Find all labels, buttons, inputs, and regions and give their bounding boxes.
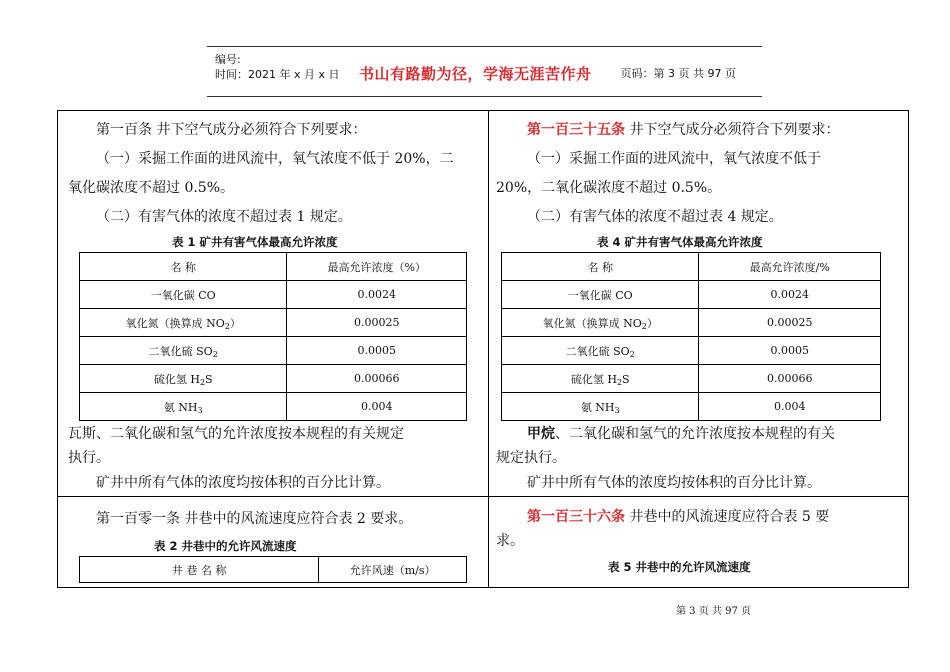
header-page-number: 页码：第 3 页 共 97 页 <box>620 67 736 80</box>
gas-value-cell: 0.0024 <box>287 281 467 309</box>
table-row <box>502 309 881 337</box>
table1-header-name: 名 称 <box>80 253 287 281</box>
gas-subscript: 2 <box>641 321 647 331</box>
right-note2: 矿井中所有气体的浓度均按体积的百分比计算。 <box>527 475 821 491</box>
gas-name: 氧化氮（换算成 NO <box>542 316 642 330</box>
gas-name: 硫化氢 H <box>153 372 200 386</box>
article-135-text: 井下空气成分必须符合下列要求： <box>625 122 840 138</box>
left-note2: 矿井中所有气体的浓度均按体积的百分比计算。 <box>96 475 390 491</box>
column-divider <box>488 110 489 588</box>
article-136-heading <box>527 503 829 532</box>
gas-subscript: 2 <box>629 349 635 359</box>
table-row <box>502 281 881 309</box>
gas-name-cell <box>80 337 287 365</box>
right-note1-rest: 、二氧化碳和氢气的允许浓度按本规程的有关 <box>555 426 835 442</box>
left-note1-line2: 执行。 <box>68 450 110 466</box>
table4-caption: 表 4 矿井有害气体最高允许浓度 <box>597 235 763 249</box>
gas-name-cell <box>80 309 287 337</box>
table2-header-name: 井 巷 名 称 <box>80 557 319 583</box>
gas-name: 氨 NH <box>163 400 198 414</box>
left-item1-line2: 氧化碳浓度不超过 0.5%。 <box>68 180 235 196</box>
gas-value-cell: 0.0005 <box>287 337 467 365</box>
gas-value-cell: 0.00066 <box>699 365 881 393</box>
right-note1-bold: 甲烷 <box>527 426 555 442</box>
table1-caption: 表 1 矿井有害气体最高允许浓度 <box>172 235 338 249</box>
gas-subscript: 3 <box>197 405 203 415</box>
article-136-text: 井巷中的风流速度应符合表 5 要 <box>625 509 830 525</box>
gas-value-cell: 0.004 <box>699 393 881 421</box>
table5-caption: 表 5 井巷中的允许风流速度 <box>608 560 751 574</box>
gas-value-cell: 0.00066 <box>287 365 467 393</box>
table-header-row <box>80 253 467 281</box>
gas-name: 氧化氮（换算成 NO <box>125 316 225 330</box>
table2-caption: 表 2 井巷中的允许风流速度 <box>154 539 297 553</box>
gas-subscript: 2 <box>212 349 218 359</box>
gas-value-cell: 0.0024 <box>699 281 881 309</box>
gas-name-cell <box>80 393 287 421</box>
gas-value-cell: 0.00025 <box>287 309 467 337</box>
gas-value-cell: 0.0005 <box>699 337 881 365</box>
table-row <box>80 337 467 365</box>
article-135-heading <box>527 116 839 145</box>
header-motto: 书山有路勤为径，学海无涯苦作舟 <box>359 65 592 83</box>
table-row <box>80 281 467 309</box>
right-item2: （二）有害气体的浓度不超过表 4 规定。 <box>527 209 783 225</box>
table1-header-value: 最高允许浓度（%） <box>287 253 467 281</box>
header-meta <box>215 52 340 82</box>
table4-header-name: 名 称 <box>502 253 699 281</box>
gas-suffix: S <box>205 372 213 386</box>
table2-header-value: 允许风速（m/s） <box>319 557 467 583</box>
gas-name: 硫化氢 H <box>570 372 617 386</box>
gas-name: 一氧化碳 CO <box>150 288 216 302</box>
gas-subscript: 2 <box>224 321 230 331</box>
gas-name-cell <box>502 337 699 365</box>
table2 <box>79 556 467 583</box>
table4-header-value: 最高允许浓度/% <box>699 253 881 281</box>
gas-name-cell <box>502 365 699 393</box>
gas-name: 二氧化硫 SO <box>565 344 630 358</box>
article-135-title: 第一百三十五条 <box>527 122 625 138</box>
gas-name: 二氧化硫 SO <box>148 344 213 358</box>
gas-name-cell <box>502 393 699 421</box>
article-101-heading: 第一百零一条 井巷中的风流速度应符合表 2 要求。 <box>96 511 413 527</box>
gas-value-cell: 0.00025 <box>699 309 881 337</box>
gas-name-cell <box>502 309 699 337</box>
gas-subscript: 3 <box>614 405 620 415</box>
page-footer: 第 3 页 共 97 页 <box>676 606 751 617</box>
left-note1-line1: 瓦斯、二氧化碳和氢气的允许浓度按本规程的有关规定 <box>68 426 404 442</box>
table-row <box>80 309 467 337</box>
right-item1-line1: （一）采掘工作面的进风流中，氧气浓度不低于 <box>527 151 821 167</box>
gas-subscript: 2 <box>199 377 206 387</box>
table-row <box>502 337 881 365</box>
article-100-heading: 第一百条 井下空气成分必须符合下列要求： <box>96 122 367 138</box>
page-header <box>207 46 762 97</box>
gas-name-cell <box>502 281 699 309</box>
gas-subscript: 2 <box>616 377 623 387</box>
gas-name: 一氧化碳 CO <box>567 288 633 302</box>
table-row <box>502 393 881 421</box>
gas-suffix: ） <box>646 316 658 330</box>
article-136-line2: 求。 <box>496 533 524 549</box>
left-item1-line1: （一）采掘工作面的进风流中，氧气浓度不低于 20%，二 <box>96 151 454 167</box>
right-note1-line2: 规定执行。 <box>496 450 566 466</box>
gas-suffix: ） <box>229 316 241 330</box>
left-item2: （二）有害气体的浓度不超过表 1 规定。 <box>96 209 352 225</box>
table-row <box>80 365 467 393</box>
gas-value-cell: 0.004 <box>287 393 467 421</box>
article-136-title: 第一百三十六条 <box>527 509 625 525</box>
table-row <box>502 365 881 393</box>
gas-name-cell <box>80 365 287 393</box>
doc-time-label: 时间：2021 年 x 月 x 日 <box>215 68 340 81</box>
table-header-row <box>502 253 881 281</box>
right-item1-line2: 20%，二氧化碳浓度不超过 0.5%。 <box>496 180 722 196</box>
table4 <box>501 252 881 421</box>
table1 <box>79 252 467 421</box>
gas-suffix: S <box>622 372 630 386</box>
doc-code-label: 编号: <box>215 53 241 66</box>
table-row <box>80 393 467 421</box>
gas-name-cell <box>80 281 287 309</box>
right-note1-line1 <box>527 420 835 449</box>
table-header-row <box>80 557 467 583</box>
gas-name: 氨 NH <box>580 400 615 414</box>
